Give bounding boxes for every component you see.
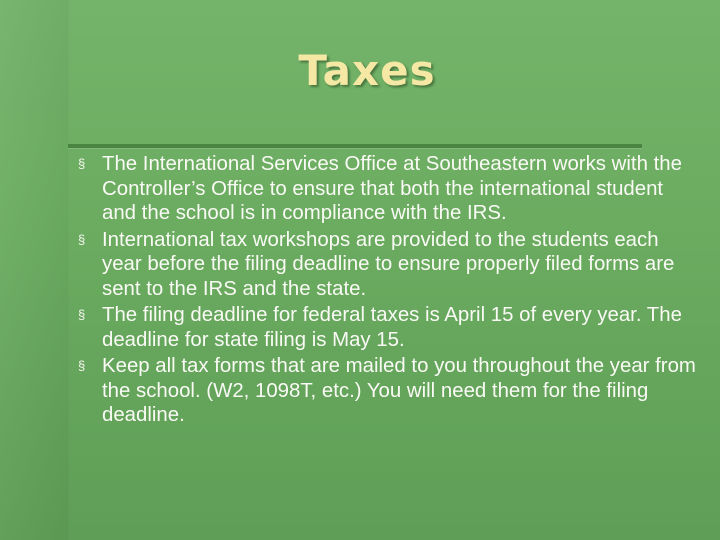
bullet-item [74,303,700,352]
bullet-marker-icon: § [78,156,86,171]
bullet-item [74,228,700,302]
bullet-text: The International Services Office at Southeastern works with the Controller’s Office to ensure that both the international student and the school is in compliance with the IRS. [102,153,682,224]
bullet-text: The filing deadline for federal taxes is April 15 of every year. The deadline for state filing is May 15. [102,304,682,351]
bullet-text: International tax workshops are provided to the students each year before the filing deadline to ensure properly filed forms are sent to the IRS and the state. [102,228,675,300]
bullet-list [74,152,700,430]
title-divider [68,144,642,148]
bullet-item [74,152,700,226]
bullet-marker-icon: § [78,307,86,322]
bullet-marker-icon: § [78,231,86,247]
bullet-marker-icon: § [78,358,86,373]
bullet-text: Keep all tax forms that are mailed to you throughout the year from the school. (W2, 1098T, etc.) You will need them for the filing deadline. [102,355,696,426]
slide-title: Taxes [298,46,436,95]
bullet-item [74,354,700,428]
